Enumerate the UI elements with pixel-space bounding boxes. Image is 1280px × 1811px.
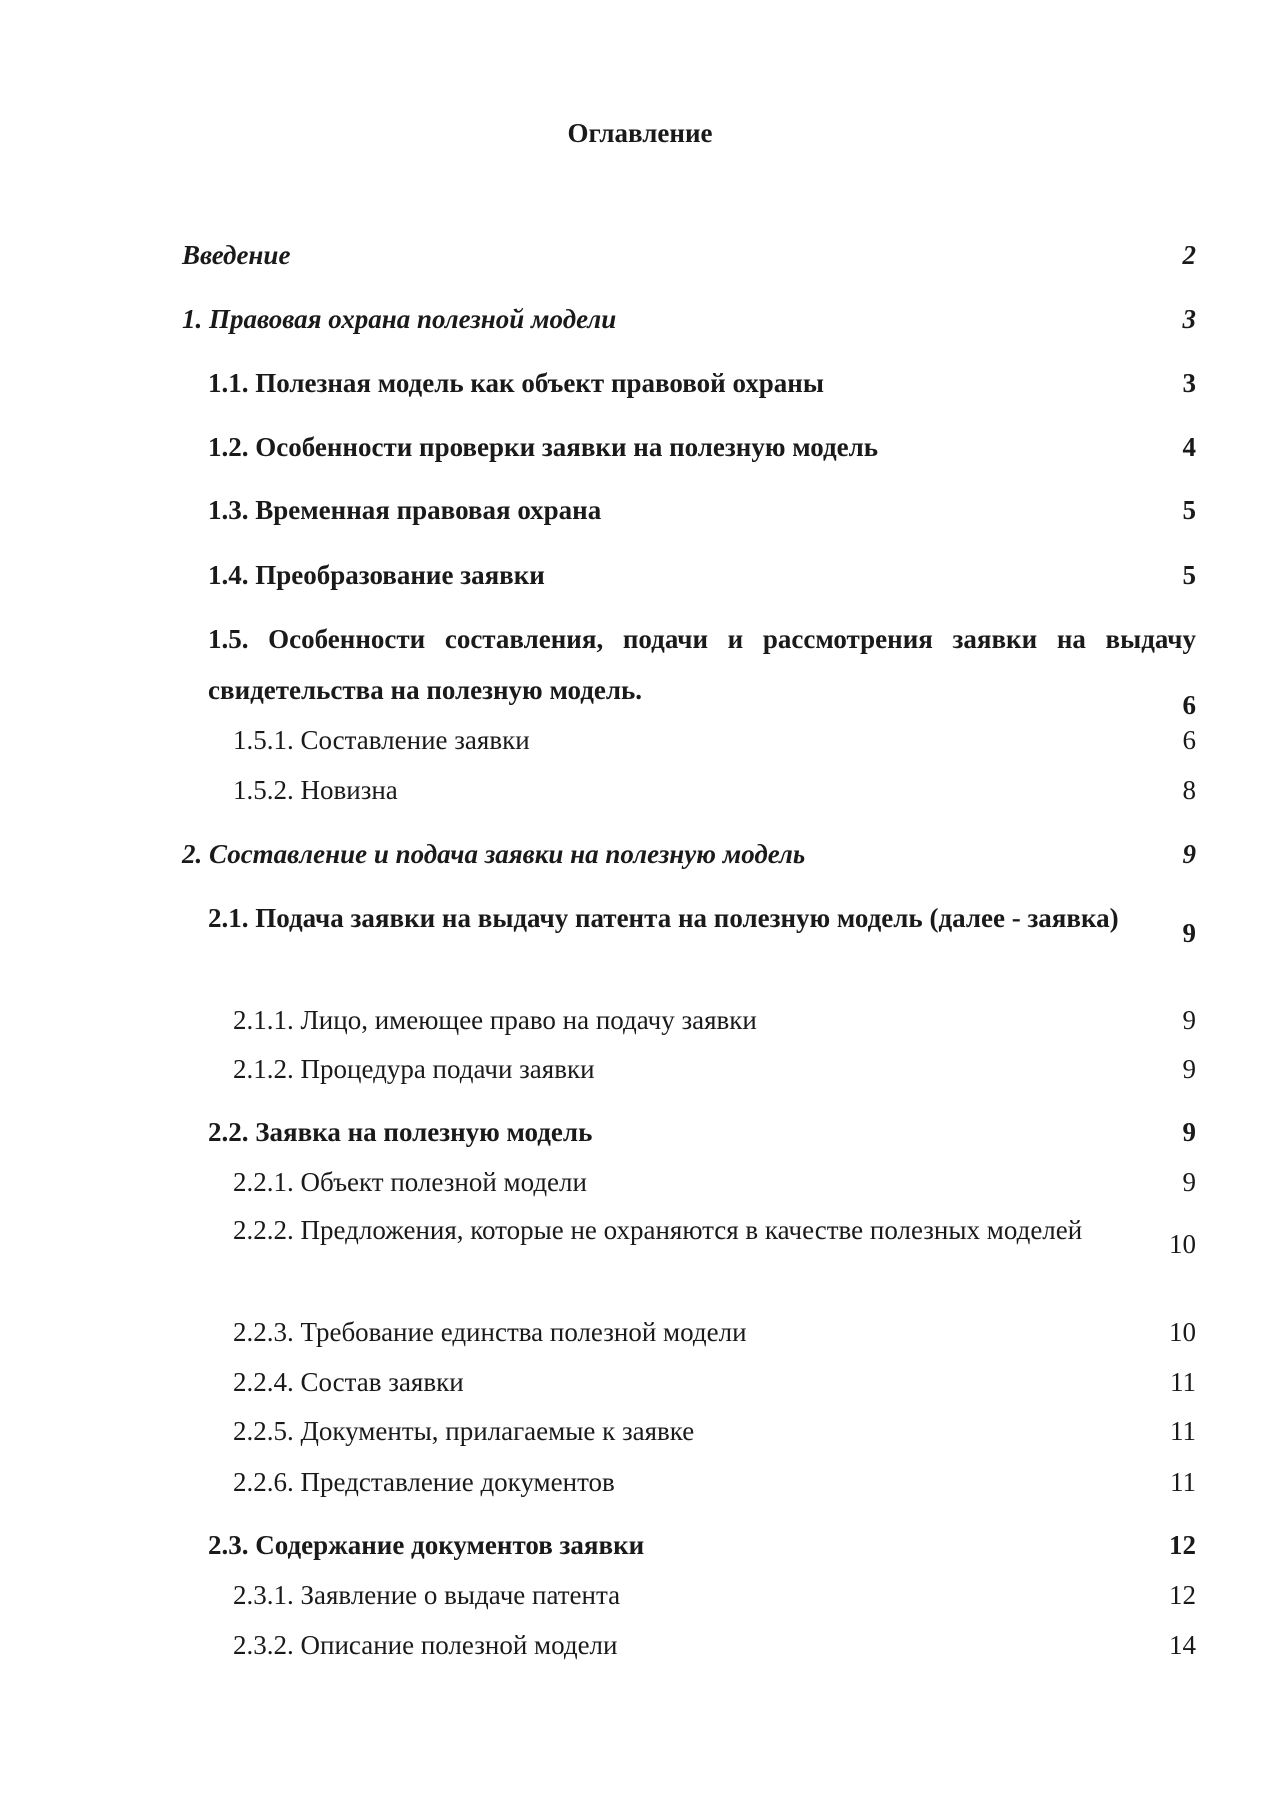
toc-entry-page: 12 (1169, 1580, 1196, 1610)
toc-entry-page: 3 (1182, 368, 1196, 398)
toc-entry-text: 2.2. Заявка на полезную модель (208, 1117, 593, 1147)
toc-entry-section (208, 1527, 1196, 1563)
toc-entry-subsection (233, 1051, 1196, 1087)
toc-entry-page: 9 (1182, 918, 1196, 948)
toc-entry-section (208, 365, 1196, 401)
toc-entry-page: 9 (1182, 839, 1196, 869)
toc-entry-subsection (233, 1364, 1196, 1400)
toc-entry-text: 2.2.4. Состав заявки (233, 1367, 464, 1397)
toc-entry-text: 1.5.2. Новизна (233, 775, 398, 805)
toc-entry-text: 1.2. Особенности проверки заявки на полезную модель (208, 432, 879, 462)
toc-title: Оглавление (567, 118, 713, 148)
toc-entry-page: 9 (1182, 1054, 1196, 1084)
toc-entry-subsection (233, 772, 1196, 808)
toc-entry-text: 2.1.2. Процедура подачи заявки (233, 1054, 595, 1084)
toc-entry-section (208, 893, 1196, 948)
toc-entry-page: 9 (1182, 1167, 1196, 1197)
toc-entry-page: 6 (1182, 725, 1196, 755)
toc-entry-section (208, 557, 1196, 593)
toc-entry-page: 12 (1169, 1530, 1196, 1560)
toc-entry-text: 1. Правовая охрана полезной модели (182, 304, 617, 334)
toc-entry-section (208, 429, 1196, 465)
toc-entry-page: 4 (1182, 432, 1196, 462)
toc-entry-text: 1.3. Временная правовая охрана (208, 495, 602, 525)
toc-entry-page: 11 (1170, 1367, 1196, 1397)
toc-entry-page: 14 (1169, 1630, 1196, 1660)
toc-entry-subsection (233, 1206, 1196, 1259)
toc-entry-subsection (233, 1464, 1196, 1500)
toc-entry-text: 2.3.1. Заявление о выдаче патента (233, 1580, 621, 1610)
toc-entry-page: 11 (1170, 1467, 1196, 1497)
toc-entry-text: 2.2.6. Представление документов (233, 1467, 615, 1497)
toc-entry-page: 11 (1170, 1416, 1196, 1446)
toc-entry-page: 9 (1182, 1117, 1196, 1147)
toc-entry-subsection (233, 1577, 1196, 1613)
toc-entry-chapter (182, 237, 1196, 273)
toc-entry-text: 1.4. Преобразование заявки (208, 560, 545, 590)
toc-entry-page: 2 (1182, 240, 1196, 270)
toc-entry-text: 2.2.2. Предложения, которые не охраняются в качестве полезных моделей (233, 1215, 1083, 1245)
toc-entry-page: 8 (1182, 775, 1196, 805)
toc-entry-text: 1.5.1. Составление заявки (233, 725, 530, 755)
toc-entry-subsection (233, 1314, 1196, 1350)
toc-entry-subsection (233, 1002, 1196, 1038)
toc-entry-page: 9 (1182, 1005, 1196, 1035)
toc-entry-chapter (182, 836, 1196, 872)
toc-entry-section (208, 492, 1196, 528)
toc-entry-subsection (233, 722, 1196, 758)
toc-entry-page: 5 (1182, 495, 1196, 525)
toc-entry-text: 2.1.1. Лицо, имеющее право на подачу заявки (233, 1005, 757, 1035)
toc-entry-text: Введение (182, 240, 291, 270)
toc-entry-page: 3 (1182, 304, 1196, 334)
toc-entry-text: 2.3.2. Описание полезной модели (233, 1630, 618, 1660)
toc-entry-text: 2.2.5. Документы, прилагаемые к заявке (233, 1416, 695, 1446)
toc-entry-page: 6 (1182, 690, 1196, 720)
toc-entry-text: 2.1. Подача заявки на выдачу патента на полезную модель (далее - заявка) (208, 903, 1119, 933)
toc-entry-chapter (182, 301, 1196, 337)
toc-entry-text: 2.2.1. Объект полезной модели (233, 1167, 587, 1197)
toc-entry-subsection (233, 1164, 1196, 1200)
toc-entry-section (208, 1114, 1196, 1150)
toc-entry-text: 1.1. Полезная модель как объект правовой охраны (208, 368, 824, 398)
toc-entry-subsection (233, 1627, 1196, 1663)
toc-entry-subsection (233, 1413, 1196, 1449)
toc-entry-section (208, 614, 1196, 720)
toc-entry-text: 2.2.3. Требование единства полезной модели (233, 1317, 747, 1347)
toc-entry-page: 5 (1182, 560, 1196, 590)
toc-entry-page: 10 (1169, 1229, 1196, 1259)
toc-entry-page: 10 (1169, 1317, 1196, 1347)
toc-entry-text: 1.5. Особенности составления, подачи и рассмотрения заявки на выдачу свидетельства на полезную модель. (208, 624, 1196, 705)
toc-entry-text: 2.3. Содержание документов заявки (208, 1530, 645, 1560)
toc-entry-text: 2. Составление и подача заявки на полезную модель (182, 839, 806, 869)
